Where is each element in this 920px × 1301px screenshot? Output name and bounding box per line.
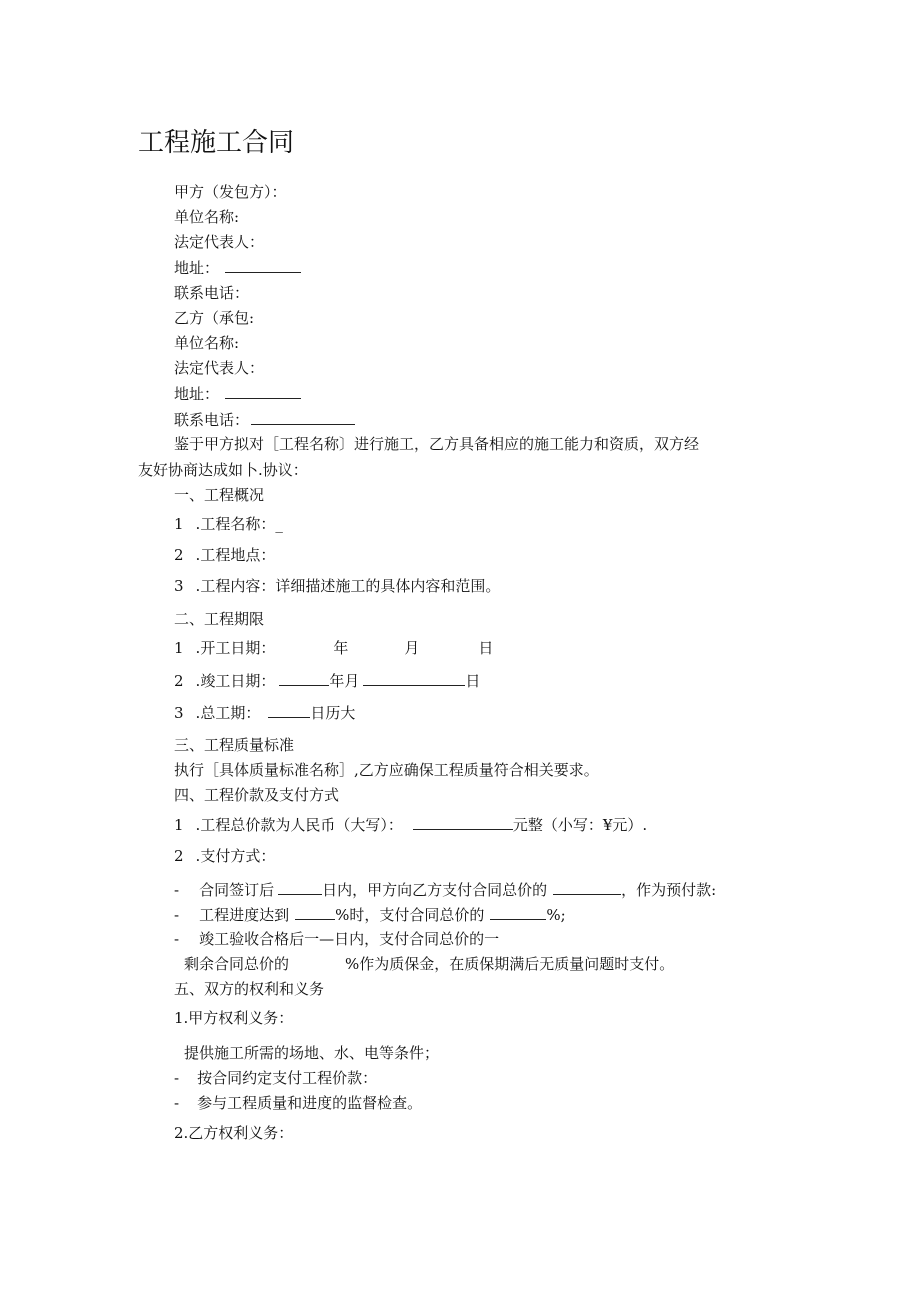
section-5-heading: 五、双方的权利和义务 (174, 980, 325, 998)
year-label: 年 (333, 639, 349, 657)
party-b-unit-name: 单位名称: (174, 334, 240, 352)
party-b-phone-blank[interactable] (251, 409, 355, 425)
payment-retention (184, 954, 674, 974)
bullet-dash: - (174, 930, 180, 948)
party-b-address-row (174, 383, 301, 404)
payment-bullet-1 (174, 879, 716, 900)
item-number: 1 (174, 515, 184, 533)
end-date-label: .竣工日期： (195, 672, 276, 690)
party-a-duties-heading: 1.甲方权利义务： (174, 1009, 294, 1027)
percent-blank[interactable] (490, 904, 546, 920)
section-3-heading: 三、工程质量标准 (174, 736, 295, 754)
section-4-item-1 (174, 814, 647, 835)
preamble-line-1: 鉴于甲方拟对［工程名称〕进行施工，乙方具备相应的施工能力和资质，双方经 (174, 435, 700, 453)
text: %作为质保金，在质保期满后无质量问题时支付。 (345, 955, 675, 973)
payment-bullet-3 (174, 929, 499, 949)
text: 合同签订后 (199, 881, 275, 899)
party-a-unit-name: 单位名称: (174, 208, 240, 226)
section-4-item-2 (174, 846, 275, 866)
party-a-heading: 甲方（发包方）： (174, 183, 287, 201)
percent-blank[interactable] (553, 879, 621, 895)
section-2-item-1 (174, 638, 493, 658)
year-month-label: 年月 (329, 672, 360, 690)
party-b-address-blank[interactable] (225, 383, 301, 399)
item-number: 1 (174, 639, 184, 657)
bullet-dash: - (174, 1094, 180, 1112)
days-blank[interactable] (278, 879, 322, 895)
text: 按合同约定支付工程价款： (197, 1069, 378, 1087)
preamble-line-2: 友好协商达成如卜.协议： (138, 461, 308, 479)
text: 参与工程质量和进度的监督检查。 (197, 1094, 423, 1112)
party-a-address-blank[interactable] (225, 257, 301, 273)
total-price-tail: 元整（小写：¥元）. (512, 816, 648, 834)
item-text: .工程内容：详细描述施工的具体内容和范围。 (195, 577, 501, 595)
duration-unit: 日历大 (310, 704, 356, 722)
section-1-item-1 (174, 514, 283, 534)
total-price-label: .工程总价款为人民币（大写）： (195, 816, 403, 834)
party-b-heading: 乙方（承包: (174, 309, 255, 327)
day-label: 日 (478, 639, 494, 657)
text: 日内，甲方向乙方支付合同总价的 (322, 881, 548, 899)
text: %时，支付合同总价的 (335, 906, 485, 924)
section-2-item-2 (174, 670, 480, 691)
text: %; (546, 906, 566, 924)
item-number: 3 (174, 704, 184, 722)
end-year-blank[interactable] (279, 670, 329, 686)
party-a-duty-1: 提供施工所需的场地、水、电等条件； (184, 1044, 440, 1062)
section-2-item-3 (174, 702, 355, 723)
total-duration-blank[interactable] (268, 702, 310, 718)
section-2-heading: 二、工程期限 (174, 610, 265, 628)
party-a-address-label: 地址： (174, 259, 220, 277)
total-price-blank[interactable] (413, 814, 513, 830)
item-text: .工程地点： (195, 546, 276, 564)
day-label: 日 (465, 672, 481, 690)
total-duration-label: .总工期： (195, 704, 261, 722)
item-text: .支付方式： (195, 847, 276, 865)
item-number: 1 (174, 816, 184, 834)
section-4-heading: 四、工程价款及支付方式 (174, 786, 340, 804)
party-b-duties-heading: 2.乙方权利义务： (174, 1124, 294, 1142)
text: 竣工验收合格后一—日内，支付合同总价的一 (199, 930, 500, 948)
item-number: 2 (174, 546, 184, 564)
item-number: 3 (174, 577, 184, 595)
document-title: 工程施工合同 (138, 128, 295, 158)
bullet-dash: - (174, 881, 180, 899)
item-number: 2 (174, 847, 184, 865)
item-number: 2 (174, 672, 184, 690)
bullet-dash: - (174, 906, 180, 924)
end-day-blank[interactable] (363, 670, 465, 686)
party-a-duty-3 (174, 1093, 422, 1113)
section-1-item-2 (174, 545, 275, 565)
section-1-item-3 (174, 576, 500, 596)
party-b-phone-label: 联系电话： (174, 411, 250, 429)
text: 剩余合同总价的 (184, 955, 290, 973)
text: ，作为预付款: (621, 881, 717, 899)
item-text: .工程名称：_ (195, 515, 283, 533)
party-b-legal-rep: 法定代表人： (174, 359, 265, 377)
payment-bullet-2 (174, 904, 566, 925)
party-a-address-row (174, 257, 301, 278)
section-1-heading: 一、工程概况 (174, 486, 265, 504)
party-a-duty-2 (174, 1068, 377, 1088)
party-b-phone-row (174, 409, 355, 430)
progress-blank[interactable] (295, 904, 335, 920)
section-3-text: 执行［具体质量标准名称］,乙方应确保工程质量符合相关要求。 (174, 761, 599, 779)
month-label: 月 (404, 639, 420, 657)
start-date-label: .开工日期： (195, 639, 276, 657)
text: 工程进度达到 (199, 906, 290, 924)
party-a-phone: 联系电话： (174, 284, 250, 302)
party-b-address-label: 地址： (174, 385, 220, 403)
party-a-legal-rep: 法定代表人： (174, 233, 265, 251)
bullet-dash: - (174, 1069, 180, 1087)
